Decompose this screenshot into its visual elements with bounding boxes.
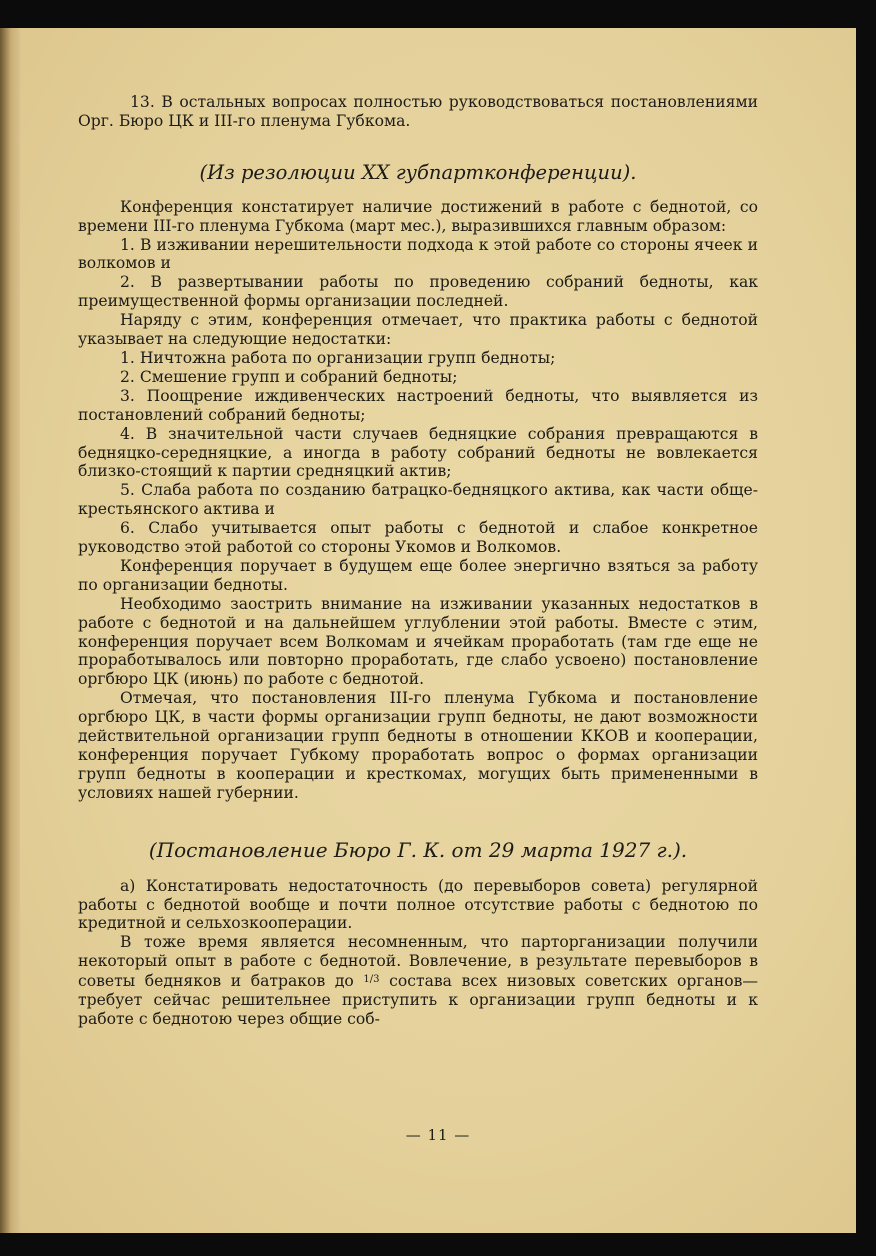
section-heading-resolution: (Из резолюции XX губпартконференции).: [199, 160, 637, 184]
paragraph-13: 13. В остальных вопросах полностью руководствоваться постановлениями Орг. Бюро ЦК и III-го пленума Губкома.: [78, 93, 758, 130]
shortcoming-item-4: 4. В значительной части случаев бедняцкие собрания превращаются в бедняцко-середняцкие, а иногда в работу собраний бедноты не вовлекается близко-стоящий к партии средняцкий актив;: [78, 424, 758, 481]
decision-paragraph-2: [78, 933, 758, 1029]
achievement-item-1: 1. В изживании нерешительности подхода к этой работе со стороны ячеек и волкомов и: [78, 235, 758, 273]
achievement-item-2: 2. В развертывании работы по проведению собраний бедноты, как преимущественной формы организации последней.: [78, 273, 758, 311]
resolution-paragraph-4: Необходимо заострить внимание на изживании указанных недостатков в работе с беднотой и на дальнейшем углублении этой работы. Вместе с этим, конференция поручает всем Волкомам и ячейкам проработать (там где еще не проработывалось или повторно проработать, где слабо усвоено) постановление оргбюро ЦК (июнь) по работе с беднотой.: [78, 594, 758, 689]
section-heading-bureau-decision: (Постановление Бюро Г. К. от 29 марта 1927 г.).: [148, 837, 688, 862]
decision-point-a: а) Констатировать недостаточность (до перевыборов совета) регулярной работы с беднотой вообще и почти полное отсутствие работы с беднотою по кредитной и сельхозкооперации.: [78, 876, 758, 933]
document-page: [20, 28, 856, 1233]
shortcoming-item-6: 6. Слабо учитывается опыт работы с беднотой и слабое конкретное руководство этой работой со стороны Укомов и Волкомов.: [78, 519, 758, 557]
resolution-intro: Конференция констатирует наличие достижений в работе с беднотой, со времени III-го пленума Губкома (март мес.), выразившихся главным образом:: [78, 197, 758, 235]
page-number: — 11 —: [405, 1126, 471, 1144]
shortcoming-item-5: 5. Слаба работа по созданию батрацко-бедняцкого актива, как части обще-крестьянского актива и: [78, 481, 758, 519]
shortcoming-item-1: 1. Ничтожна работа по организации групп бедноты;: [120, 348, 556, 367]
decision-paragraph-2-start: В тоже время является несомненным, что парторганизации получили некоторый опыт в работе с беднотой. Вовлечение, в результате перевыборов в советы бедняков и батраков до: [78, 933, 758, 991]
resolution-paragraph-3: Конференция поручает в будущем еще более энергично взяться за работу по организации бедноты.: [78, 556, 758, 594]
book-spine-edge: [0, 28, 21, 1233]
shortcomings-intro: Наряду с этим, конференция отмечает, что практика работы с беднотой указывает на следующие недостатки:: [78, 311, 758, 349]
shortcoming-item-2: 2. Смешение групп и собраний бедноты;: [120, 367, 458, 386]
fraction-one-third: 1/3: [363, 974, 380, 986]
decision-paragraph-2-end: состава всех низовых советских органов—требует сейчас решительнее приступить к организации групп бедноты и к работе с беднотою через общие соб-: [78, 972, 758, 1028]
page-body: [78, 93, 758, 1029]
shortcoming-item-3: 3. Поощрение иждивенческих настроений бедноты, что выявляется из постановлений собраний бедноты;: [78, 386, 758, 424]
resolution-paragraph-5: Отмечая, что постановления III-го пленума Губкома и постановление оргбюро ЦК, в части формы организации групп бедноты, не дают возможности действительной организации групп бедноты в отношении ККОВ и кооперации, конференция поручает Губкому проработать вопрос о формах организации групп бедноты в кооперации и кресткомах, могущих быть примененными в условиях нашей губернии.: [78, 689, 758, 802]
